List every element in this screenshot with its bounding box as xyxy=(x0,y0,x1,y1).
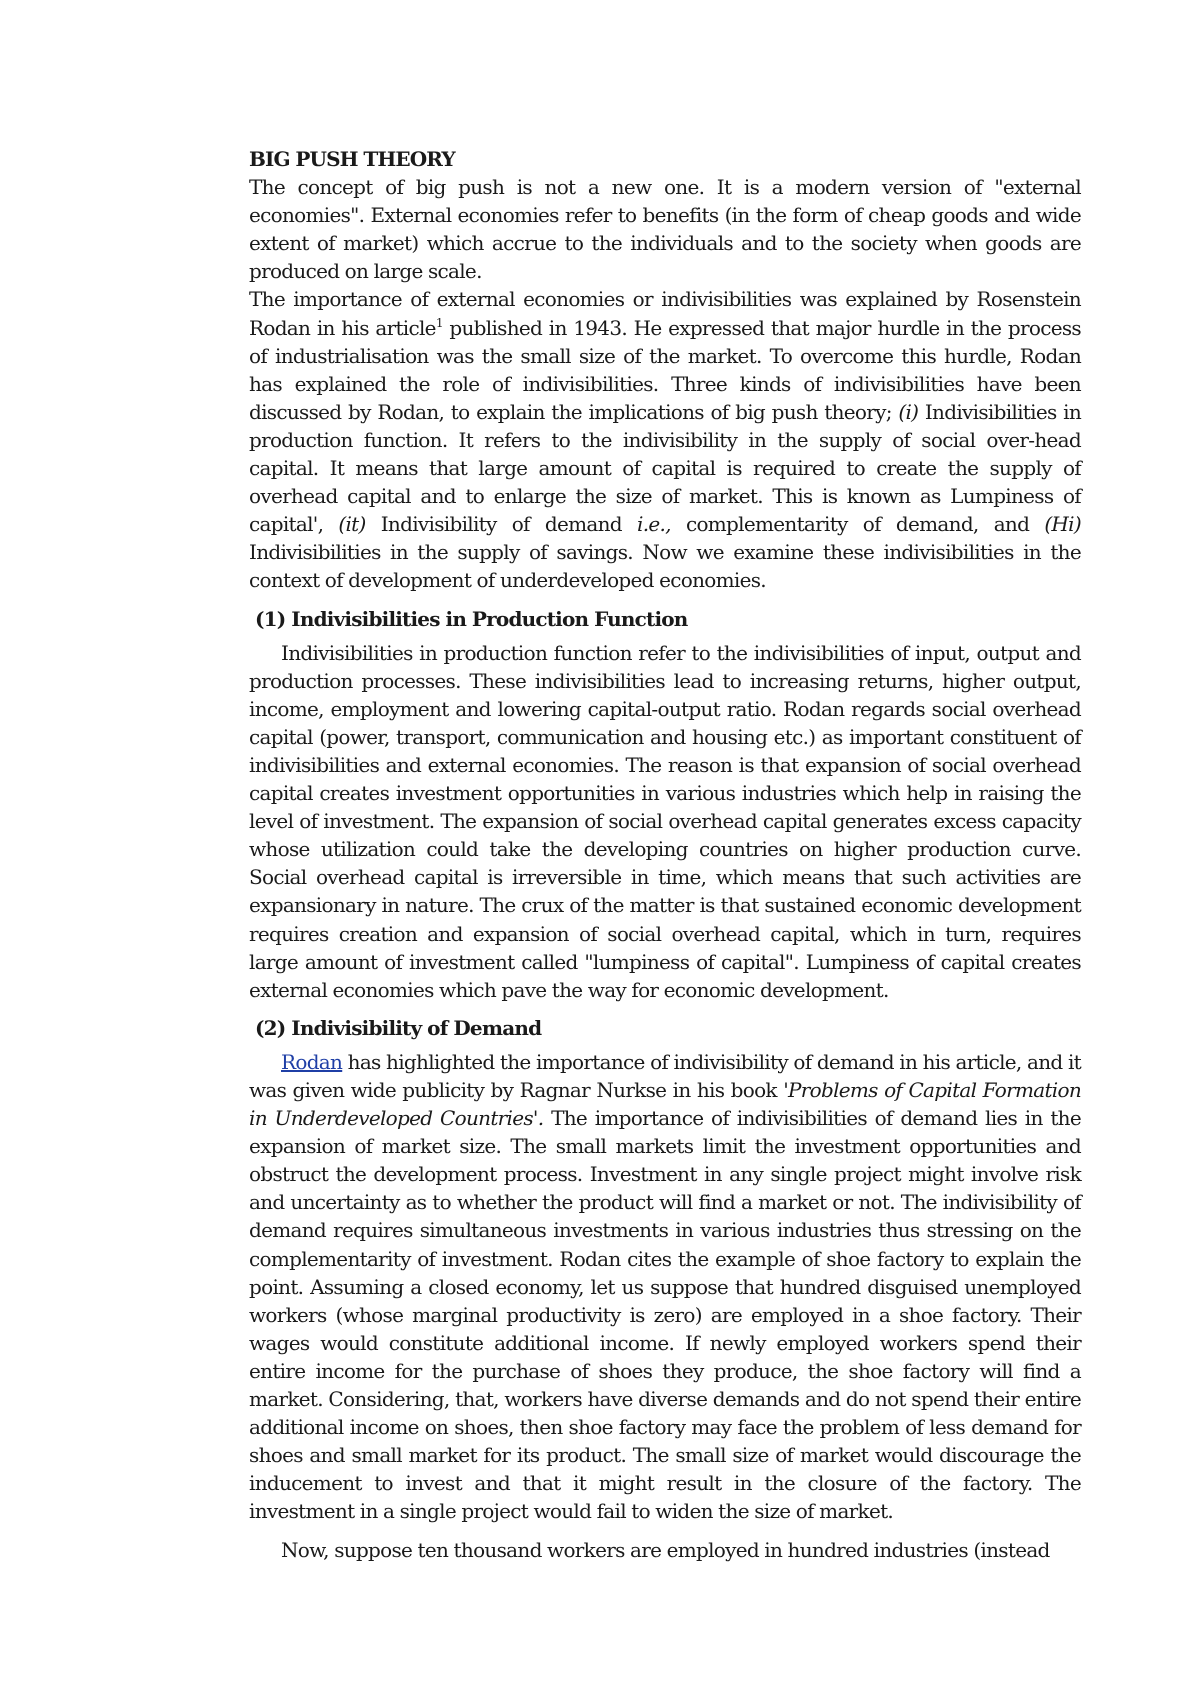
intro-p2-italic-3: i.e., xyxy=(637,512,671,537)
intro-p2-text-c: Indivisibilities in production function. It refers to the indivisibility in the supply of social over-head capital. It means that large amount of capital is required to create the supply of overhead capital and to enlarge the size of market. This is known as Lumpiness of capital', xyxy=(249,399,1081,537)
section-2-text-b: The importance of indivisibilities of demand lies in the expansion of market size. The small markets limit the investment opportunities and obstruct the development process. Investment in any single project might involve risk and uncertainty as to whether the product will find a market or not. The indivisibility of demand requires simultaneous investments in various industries thus stressing on the complementarity of investment. Rodan cites the example of shoe factory to explain the point. Assuming a closed economy, let us suppose that hundred disguised unemployed workers (whose marginal productivity is zero) are employed in a shoe factory. Their wages would constitute additional income. If newly employed workers spend their entire income for the purchase of shoes they produce, the shoe factory will find a market. Considering, that, workers have diverse demands and do not spend their entire additional income on shoes, then shoe factory may face the problem of less demand for shoes and small market for its product. The small size of market would discourage the inducement to invest and that it might result in the closure of the factory. The investment in a single project would fail to widen the size of market. xyxy=(249,1106,1081,1524)
section-2-heading: (2) Indivisibility of Demand xyxy=(255,1015,542,1040)
intro-p2-text-b: published in 1943. He expressed that major hurdle in the process of industrialisation was the small size of the market. To overcome this hurdle, Rodan has explained the role of indivisibilities. Three kinds of indivisibilities have been discussed by Rodan, to explain the implications of big push theory; xyxy=(249,315,1081,424)
rodan-link[interactable]: Rodan xyxy=(281,1049,343,1074)
footnote-marker: 1 xyxy=(435,315,443,330)
intro-p2-italic-2: (it) xyxy=(338,512,366,537)
section-2-next-paragraph: Now, suppose ten thousand workers are employed in hundred industries (instead xyxy=(281,1537,1050,1562)
section-2-body xyxy=(249,1048,1081,1526)
intro-paragraph-2 xyxy=(249,285,1081,594)
book-title: 'Problems of Capital Formation in Underdeveloped Countries'. xyxy=(249,1078,1082,1131)
intro-p2-italic-1: (i) xyxy=(898,399,919,424)
intro-paragraph-1: The concept of big push is not a new one. It is a modern version of "external economies". External economies refer to benefits (in the form of cheap goods and wide extent of market) which accrue to the individuals and to the society when goods are produced on large scale. xyxy=(249,175,1081,284)
intro-p2-italic-4: (Hi) xyxy=(1044,512,1081,537)
document-title: BIG PUSH THEORY xyxy=(249,147,455,171)
intro-p2-text-d: Indivisibility of demand xyxy=(365,512,638,537)
intro-p2-text-e: complementarity of demand, and xyxy=(670,512,1045,537)
document-page xyxy=(249,145,1081,1564)
section-2-text-a: has highlighted the importance of indivisibility of demand in his article, and it was given wide publicity by Ragnar Nurkse in his book xyxy=(249,1049,1081,1102)
section-1-body: Indivisibilities in production function refer to the indivisibilities of input, output and production processes. These indivisibilities lead to increasing returns, higher output, income, employment and lowering capital-output ratio. Rodan regards social overhead capital (power, transport, communication and housing etc.) as important constituent of indivisibilities and external economies. The reason is that expansion of social overhead capital creates investment opportunities in various industries which help in raising the level of investment. The expansion of social overhead capital generates excess capacity whose utilization could take the developing countries on higher production curve. Social overhead capital is irreversible in time, which means that such activities are expansionary in nature. The crux of the matter is that sustained economic development requires creation and expansion of social overhead capital, which in turn, requires large amount of investment called "lumpiness of capital". Lumpiness of capital creates external economies which pave the way for economic development. xyxy=(249,640,1081,1002)
intro-p2-text-f: Indivisibilities in the supply of savings. Now we examine these indivisibilities in the context of development of underdeveloped economies. xyxy=(249,540,1081,593)
intro-p2-text-a: The importance of external economies or indivisibilities was explained by Rosenstein Rodan in his article xyxy=(249,287,1081,340)
section-1-heading: (1) Indivisibilities in Production Function xyxy=(255,606,688,631)
